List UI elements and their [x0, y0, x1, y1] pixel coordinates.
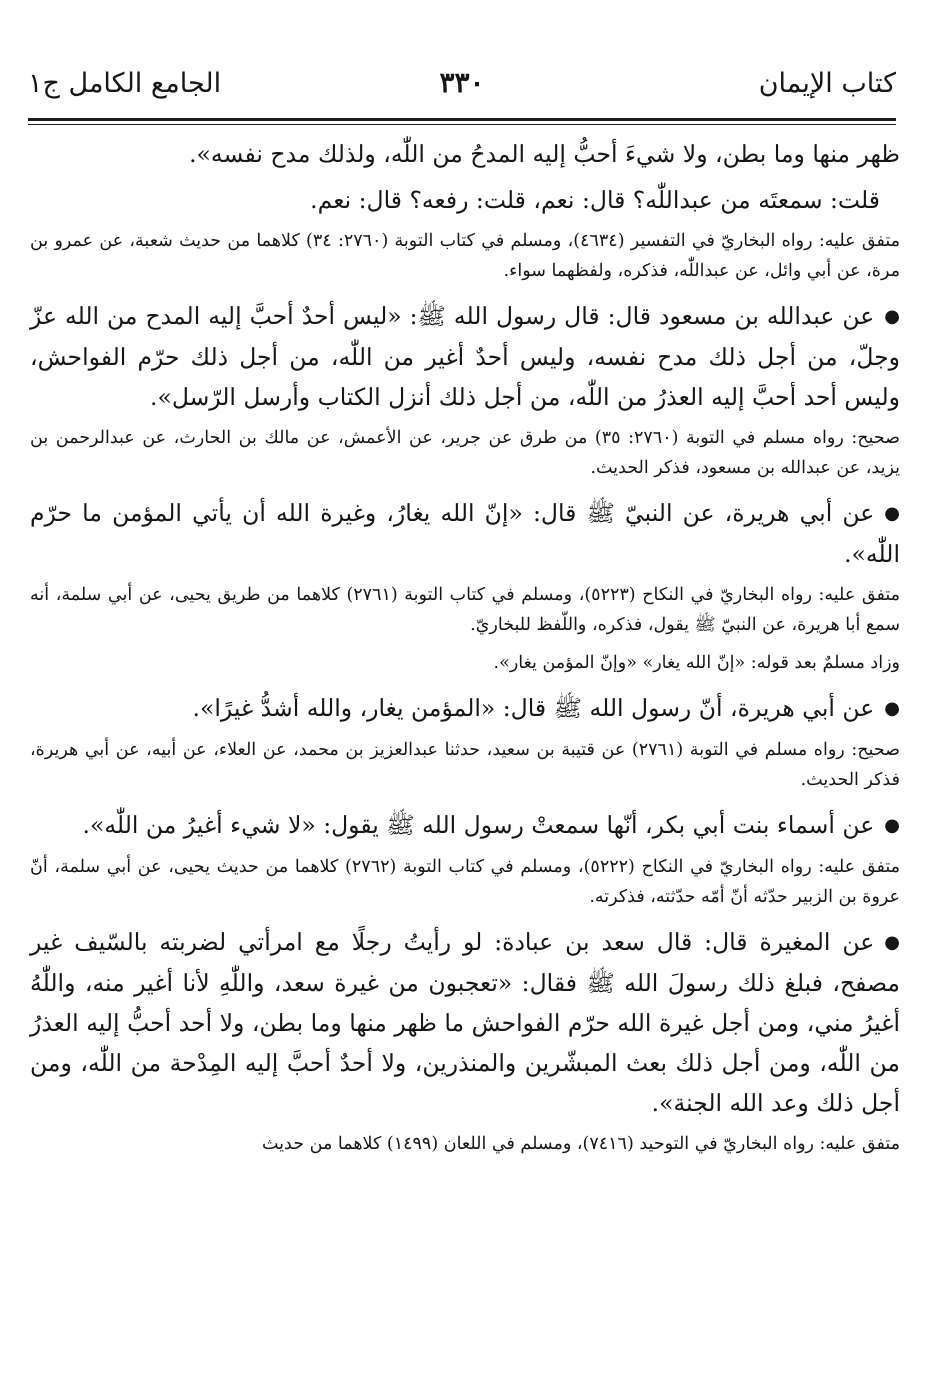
bullet-icon: ● [884, 932, 900, 953]
takhrij-note: متفق عليه: رواه البخاريّ في النكاح (٥٢٢٢)، ومسلم في كتاب التوبة (٢٧٦٢) كلاهما من حديث يحيى، عن أبي سلمة، أنّ عروة بن الزبير حدّثه أنّ أمّه حدّثته، فذكرته. [30, 857, 900, 907]
takhrij-note: صحيح: رواه مسلم في التوبة (٢٧٦٠: ٣٥) من طرق عن جرير، عن الأعمش، عن مالك بن الحارث، عن عبدالرحمن بن يزيد، عن عبدالله بن مسعود، فذكر الحديث. [30, 428, 900, 478]
takhrij-note: متفق عليه: رواه البخاريّ في التفسير (٤٦٣٤)، ومسلم في كتاب التوبة (٢٧٦٠: ٣٤) كلاهما من حديث شعبة، عن عمرو بن مرة، عن أبي وائل، عن عبداللّٰه، فذكره، ولفظهما سواء. [30, 231, 900, 281]
hadith-paragraph: ●عن أبي هريرة، أنّ رسول الله ﷺ قال: «المؤمن يغار، والله أشدُّ غيرًا». [30, 688, 900, 729]
hadith-paragraph: ●عن أسماء بنت أبي بكر، أنّها سمعتْ رسول الله ﷺ يقول: «لا شيء أغيرُ من اللّٰه». [30, 805, 900, 846]
hadith-continuation: ظهر منها وما بطن، ولا شيءَ أحبُّ إليه المدحُ من اللّٰه، ولذلك مدح نفسه». [189, 140, 900, 168]
takhrij-note: متفق عليه: رواه البخاريّ في التوحيد (٧٤١٦)، ومسلم في اللعان (١٤٩٩) كلاهما من حديث [262, 1134, 900, 1154]
header-section-title: كتاب الإيمان [758, 68, 896, 99]
header-book-title: الجامع الكامل ج١ [28, 68, 222, 99]
hadith-paragraph: ●عن المغيرة قال: قال سعد بن عبادة: لو رأيتُ رجلًا مع امرأتي لضربته بالسّيف غير مصفح، فبلغ ذلك رسولَ الله ﷺ فقال: «تعجبون من غيرة سعد، واللّٰهِ لأنا أغير منه، واللّٰهُ أغيرُ مني، ومن أجل غيرة الله حرّم الفواحش ما ظهر منها وما بطن، ولا أحد أحبُّ إليه العذرُ من اللّٰه، ومن أجل ذلك بعث المبشّرين والمنذرين، ولا أحدٌ أحبَّ إليه المِدْحة من اللّٰه، ومن أجل ذلك وعد الله الجنة». [30, 922, 900, 1123]
hadith-paragraph: ●عن عبدالله بن مسعود قال: قال رسول الله ﷺ: «ليس أحدٌ أحبَّ إليه المدح من الله عزّ وجلّ، من أجل ذلك مدح نفسه، وليس أحدٌ أغير من اللّٰه، من أجل ذلك حرّم الفواحش، وليس أحد أحبَّ إليه العذرُ من اللّٰه، من أجل ذلك أنزل الكتاب وأرسل الرّسل». [30, 296, 900, 417]
bullet-icon: ● [884, 698, 900, 719]
header-rule-thin [28, 124, 896, 125]
hadith-dialogue: قلت: سمعتَه من عبداللّٰه؟ قال: نعم، قلت: رفعه؟ قال: نعم. [310, 186, 880, 214]
header-rule-thick [28, 118, 896, 121]
page-body [30, 134, 900, 1169]
hadith-paragraph: ●عن أبي هريرة، عن النبيّ ﷺ قال: «إنّ الله يغارُ، وغيرة الله أن يأتي المؤمن ما حرّم اللّٰه». [30, 493, 900, 574]
bullet-icon: ● [884, 306, 900, 327]
addition-note: وزاد مسلمٌ بعد قوله: «إنّ الله يغار» «وإنّ المؤمن يغار». [493, 653, 900, 673]
bullet-icon: ● [884, 503, 900, 524]
takhrij-note: متفق عليه: رواه البخاريّ في النكاح (٥٢٢٣)، ومسلم في كتاب التوبة (٢٧٦١) كلاهما من طريق يحيى، عن أبي سلمة، أنه سمع أبا هريرة، عن النبيّ ﷺ يقول، فذكره، واللّفظ للبخاريّ. [30, 585, 900, 635]
takhrij-note: صحيح: رواه مسلم في التوبة (٢٧٦١) عن قتيبة بن سعيد، حدثنا عبدالعزيز بن محمد، عن العلاء، عن أبيه، عن أبي هريرة، فذكر الحديث. [30, 740, 900, 790]
bullet-icon: ● [884, 815, 900, 836]
page-number: ٣٣٠ [439, 66, 485, 99]
page-header [28, 60, 896, 116]
